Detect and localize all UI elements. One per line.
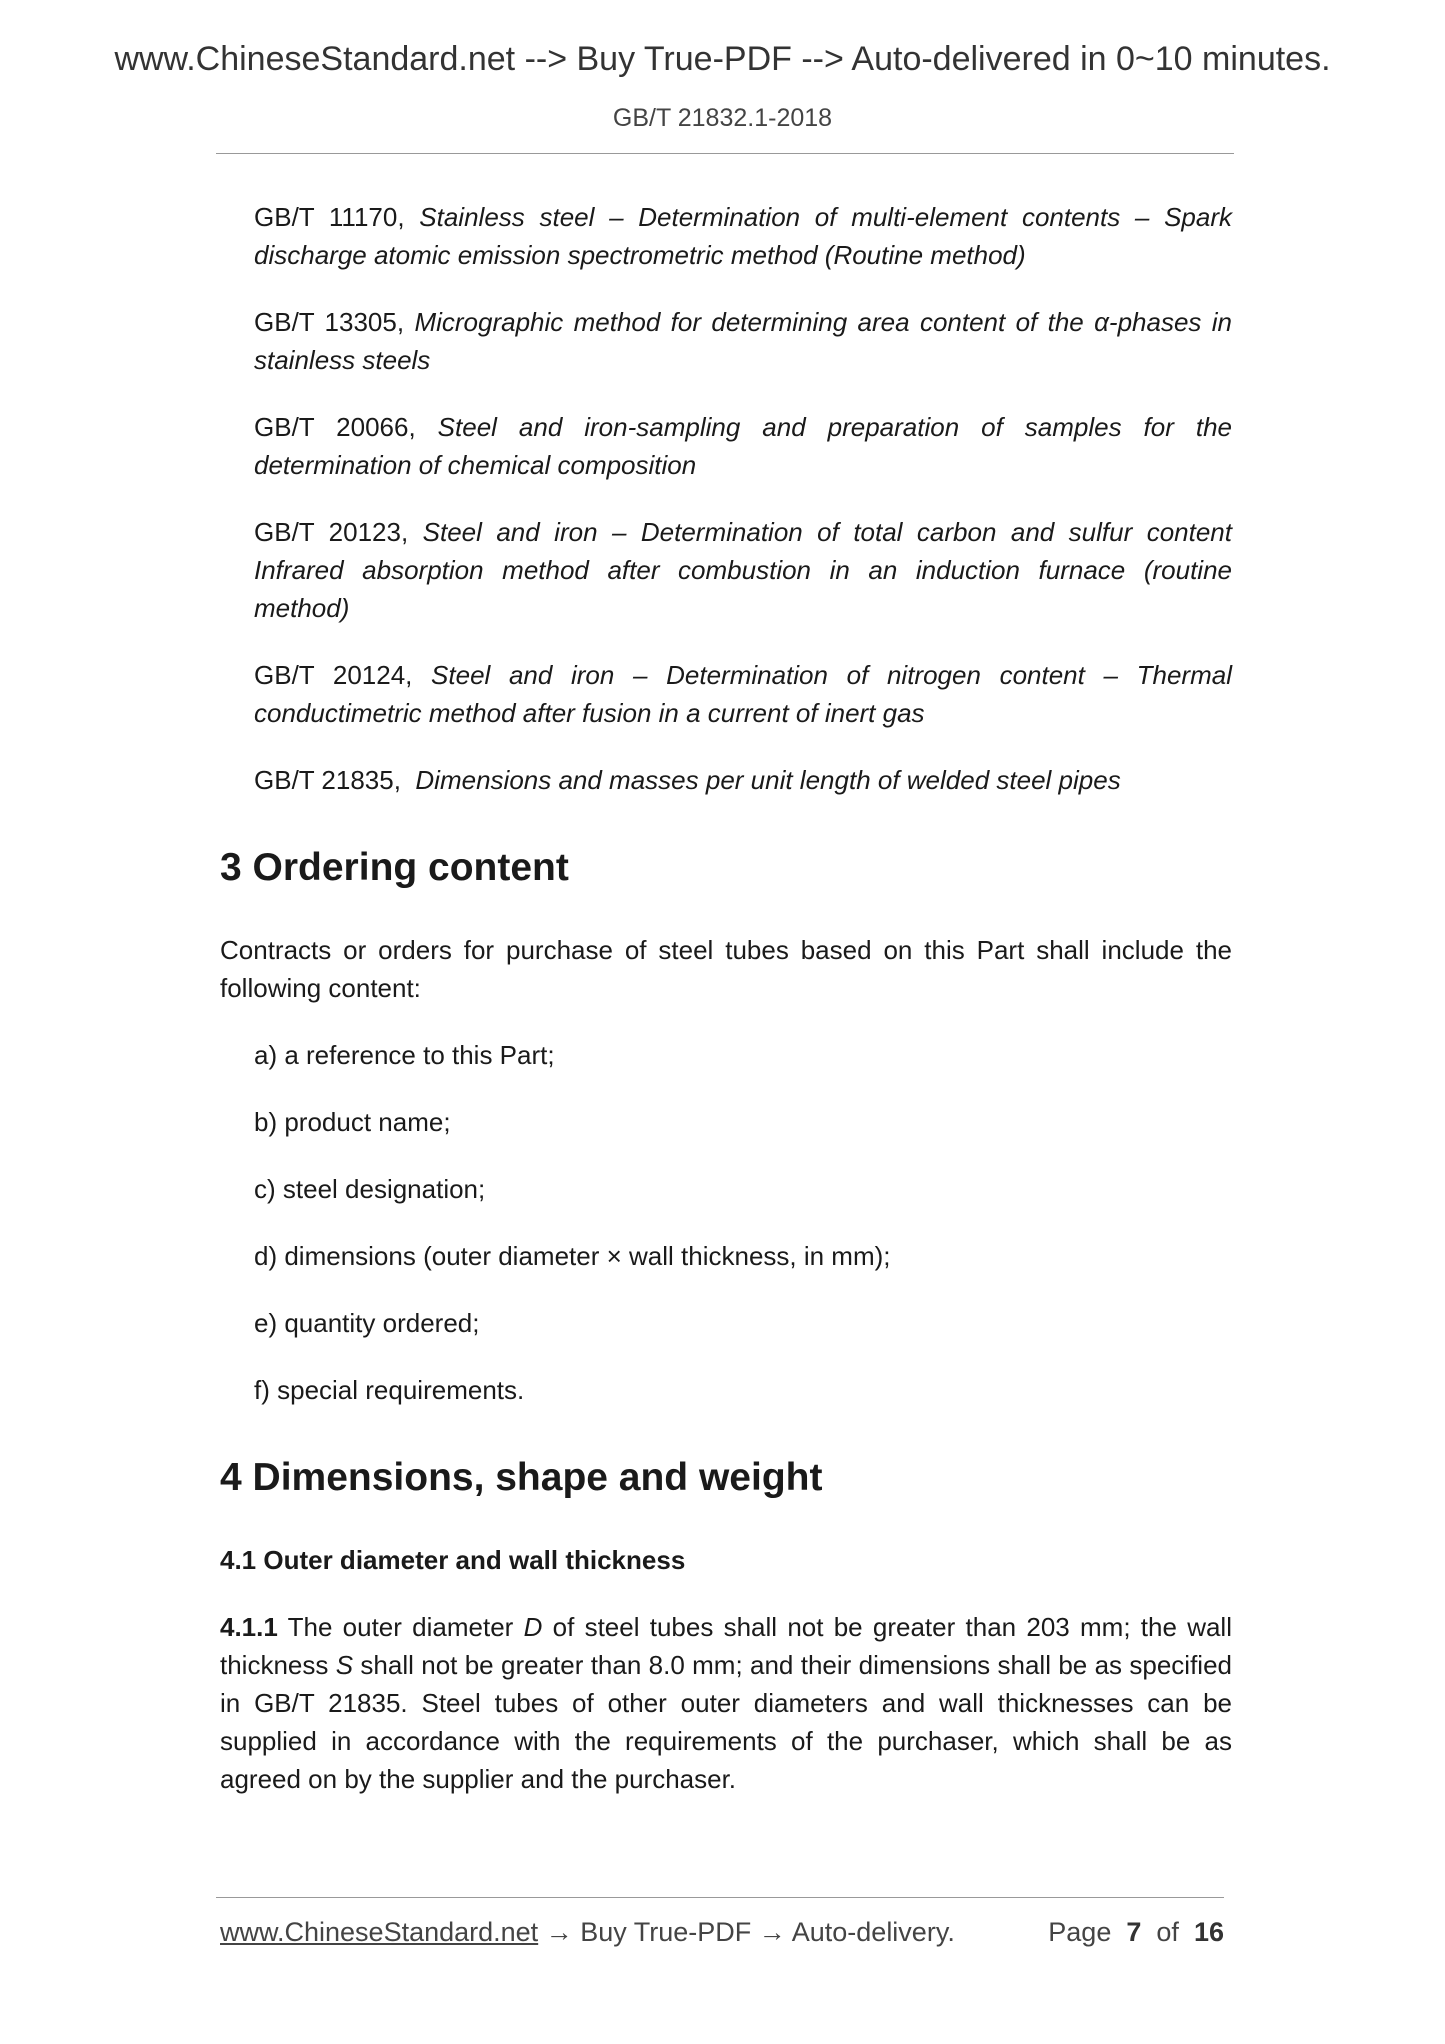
reference-item <box>254 408 1232 484</box>
variable-s: S <box>335 1650 354 1680</box>
reference-item <box>254 303 1232 379</box>
reference-item <box>254 761 1232 799</box>
footer <box>220 1917 1224 1948</box>
reference-title: Micrographic method for determining area content of the α-phases in stainless steels <box>254 307 1232 375</box>
section-3-heading: 3 Ordering content <box>220 846 569 889</box>
section-4-heading: 4 Dimensions, shape and weight <box>220 1456 823 1499</box>
clause-number: 4.1.1 <box>220 1612 278 1642</box>
clause-4-1-1 <box>220 1608 1232 1798</box>
footer-link[interactable]: www.ChineseStandard.net <box>220 1917 539 1947</box>
section-3-intro: Contracts or orders for purchase of steel tubes based on this Part shall include the following content: <box>220 935 1232 1003</box>
footer-divider <box>216 1897 1224 1898</box>
reference-title: Dimensions and masses per unit length of welded steel pipes <box>415 765 1121 795</box>
page-number: 7 <box>1126 1917 1142 1947</box>
page-word: Page <box>1048 1917 1112 1947</box>
reference-title: Steel and iron-sampling and preparation of samples for the determination of chemical composition <box>254 412 1232 480</box>
list-item: c) steel designation; <box>254 1174 486 1204</box>
header-divider <box>216 153 1234 154</box>
list-item: b) product name; <box>254 1107 451 1137</box>
page-total: 16 <box>1193 1917 1224 1947</box>
reference-code: GB/T 21835, <box>254 765 401 795</box>
clause-text-1: The outer diameter <box>277 1612 524 1642</box>
document-code: GB/T 21832.1-2018 <box>612 104 833 132</box>
page-content <box>220 198 1232 1827</box>
reference-code: GB/T 13305, <box>254 307 405 337</box>
reference-code: GB/T 11170, <box>254 202 405 232</box>
reference-title: Steel and iron – Determination of nitrogen content – Thermal conductimetric method after fusion in a current of inert gas <box>254 660 1232 728</box>
reference-code: GB/T 20066, <box>254 412 416 442</box>
list-item: a) a reference to this Part; <box>254 1040 555 1070</box>
list-item: e) quantity ordered; <box>254 1308 480 1338</box>
reference-code: GB/T 20123, <box>254 517 409 547</box>
normative-references <box>220 198 1232 799</box>
ordering-list <box>220 1036 1232 1409</box>
subsection-4-1-heading: 4.1 Outer diameter and wall thickness <box>220 1545 686 1575</box>
of-word: of <box>1156 1917 1179 1947</box>
reference-code: GB/T 20124, <box>254 660 413 690</box>
footer-tail: → Buy True-PDF → Auto-delivery. <box>538 1917 955 1947</box>
variable-d: D <box>523 1612 543 1642</box>
reference-title: Steel and iron – Determination of total carbon and sulfur content Infrared absorption method after combustion in an induction furnace (routine method) <box>254 517 1232 623</box>
clause-text-3: shall not be greater than 8.0 mm; and their dimensions shall be as specified in GB/T 21835. Steel tubes of other outer diameters and wall thicknesses can be supplied in accordance with the requirements of the purchaser, which shall be as agreed on by the supplier and the purchaser. <box>220 1650 1232 1794</box>
reference-title: Stainless steel – Determination of multi-element contents – Spark discharge atomic emission spectrometric method (Routine method) <box>254 202 1233 270</box>
list-item: d) dimensions (outer diameter × wall thickness, in mm); <box>254 1241 891 1271</box>
reference-item <box>254 198 1232 274</box>
clause-text-2: of steel tubes shall not be greater than 203 mm; the wall thickness <box>220 1612 1232 1680</box>
page-indicator <box>1048 1917 1224 1948</box>
reference-item <box>254 513 1232 627</box>
reference-item <box>254 656 1232 732</box>
top-banner: www.ChineseStandard.net --> Buy True-PDF --> Auto-delivered in 0~10 minutes. <box>114 40 1331 78</box>
list-item: f) special requirements. <box>254 1375 525 1405</box>
